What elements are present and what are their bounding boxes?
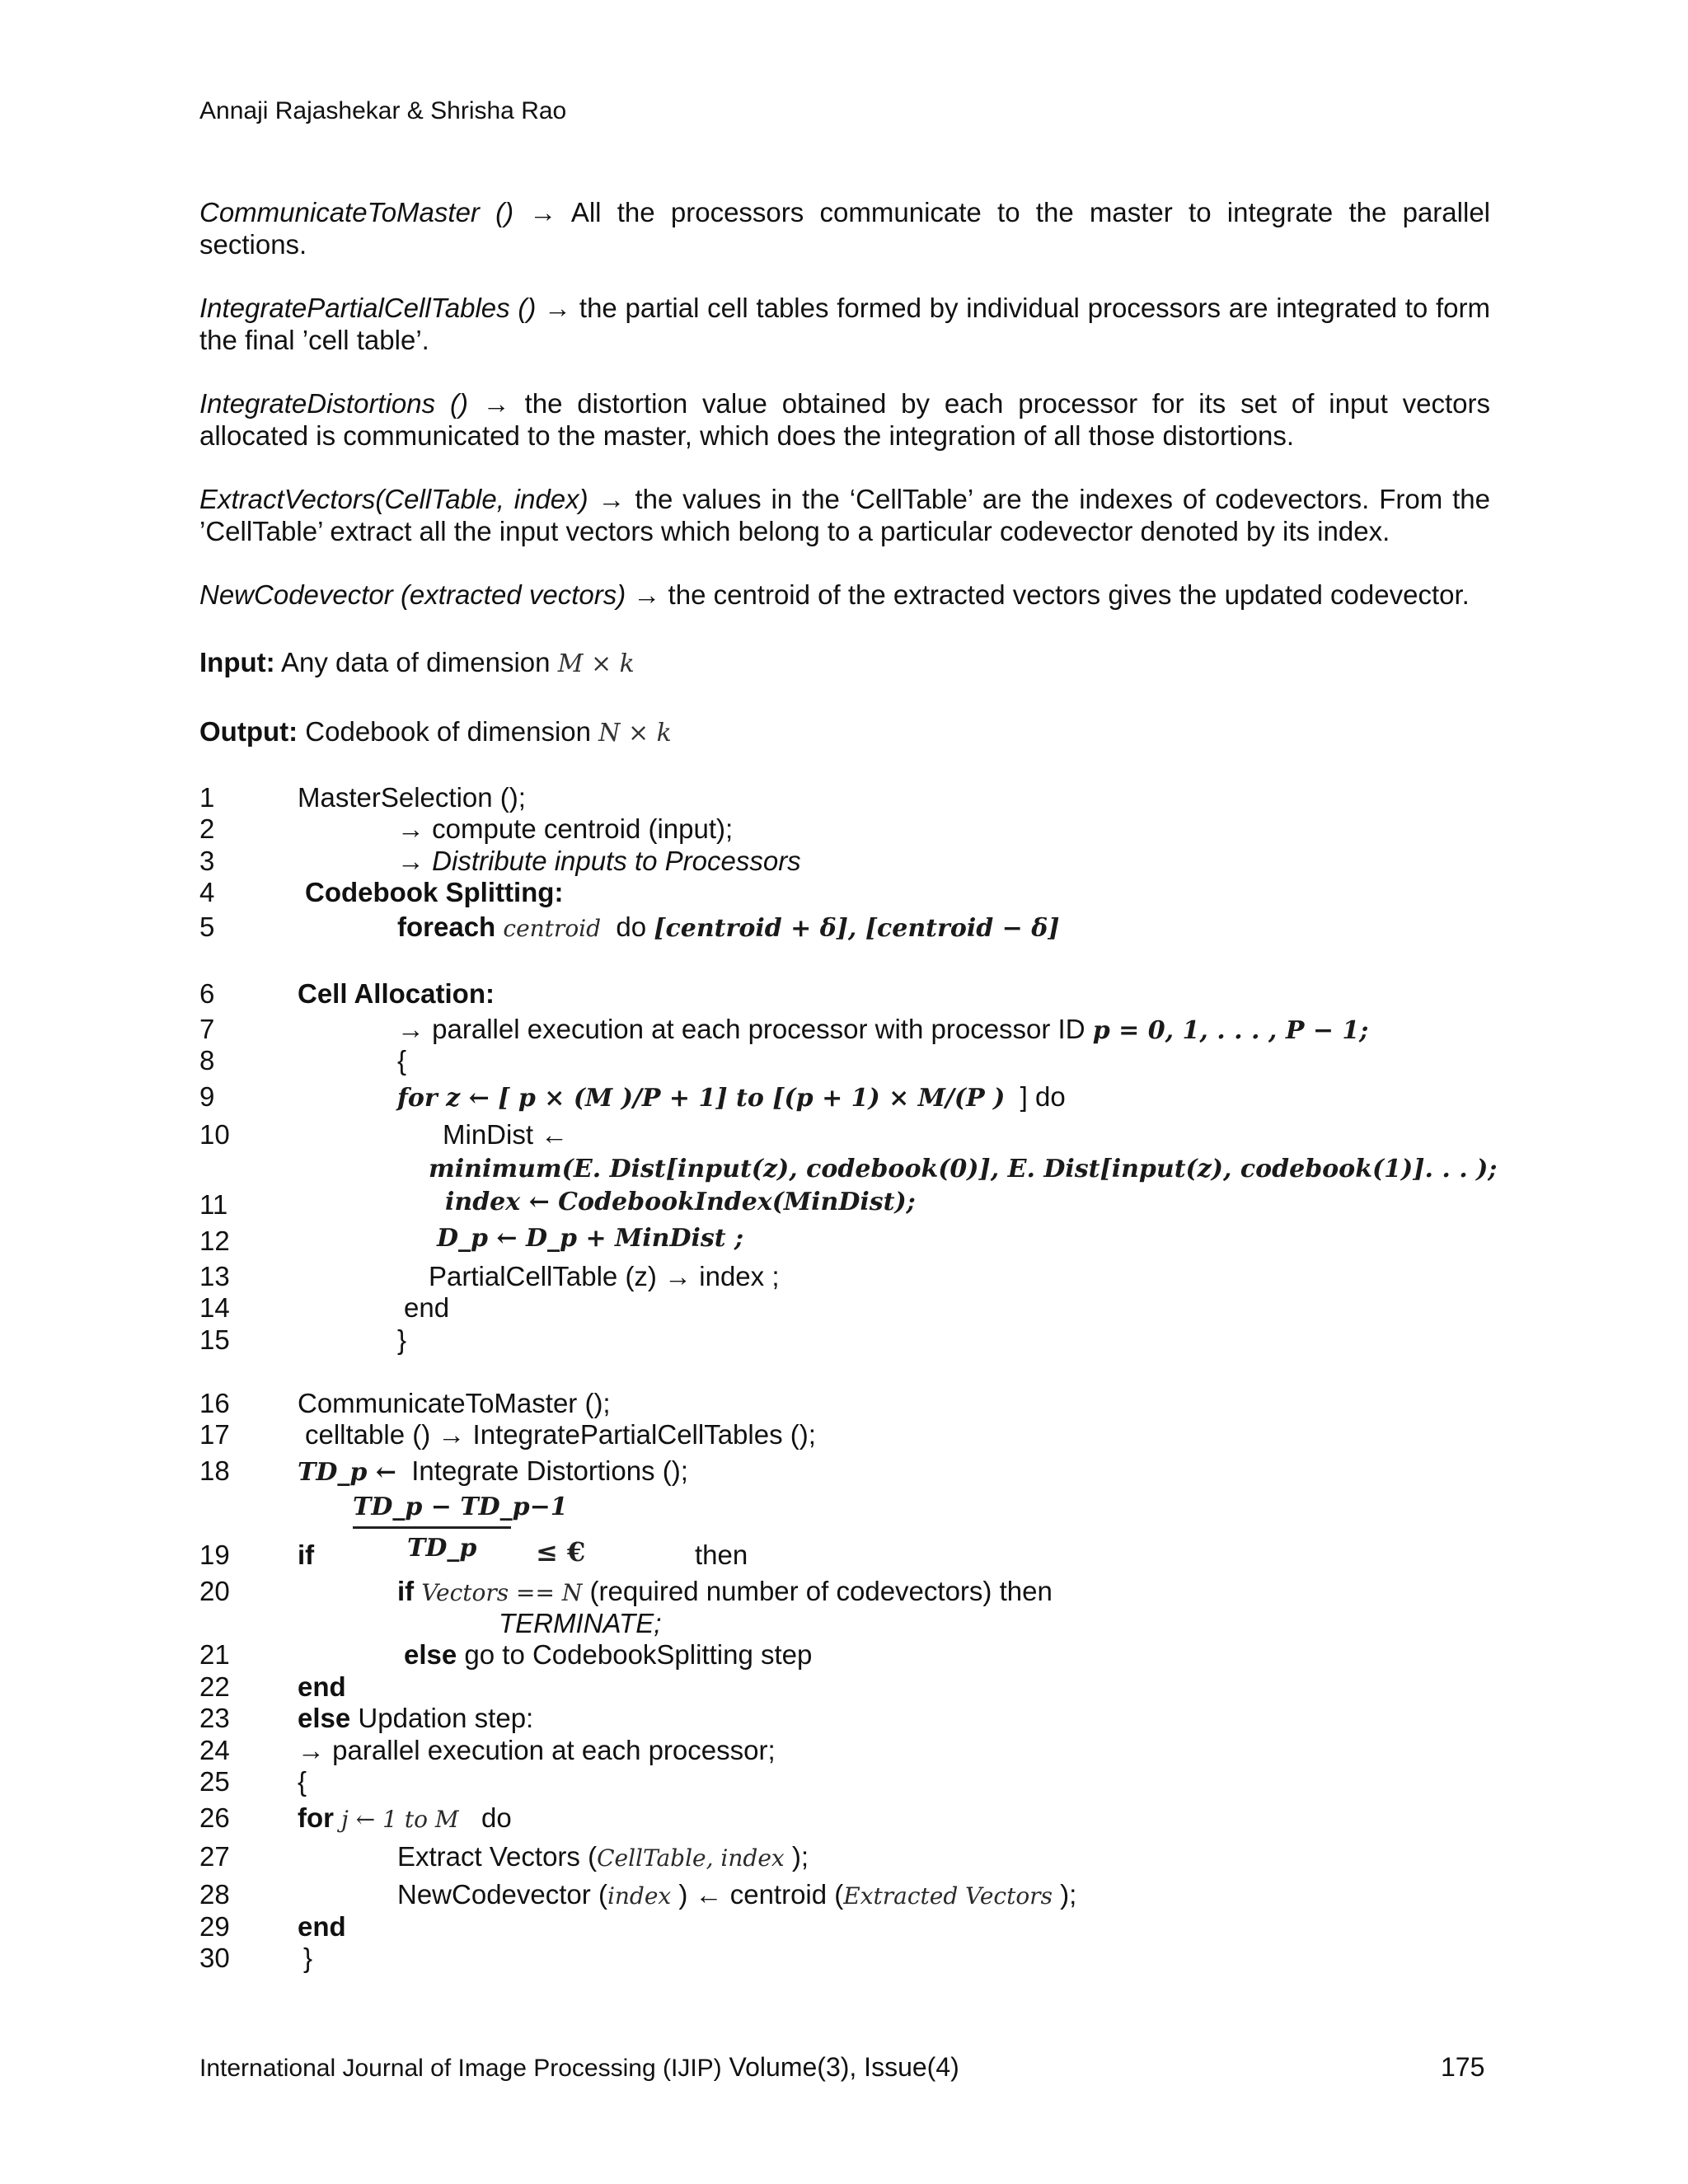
code-line-26: for j ← 1 to M do [298,1802,512,1833]
code-line-20: if Vectors == N (required number of codevectors) then [397,1576,1053,1606]
line-number: 16 [199,1388,230,1418]
function-name: IntegrateDistortions () [199,388,468,419]
line-number: 11 [199,1189,228,1220]
line-number: 25 [199,1766,230,1797]
code-line-6: Cell Allocation: [298,978,495,1009]
arrow: → [529,197,557,227]
code-line-16: CommunicateToMaster (); [298,1388,611,1418]
running-header: Annaji Rajashekar & Shrisha Rao [199,97,567,124]
line-number: 14 [199,1292,230,1323]
code-line-27: Extract Vectors (CellTable, index ); [397,1841,809,1872]
line-number: 18 [199,1455,230,1486]
fraction-numerator: TD_p − TD_p−1 [353,1493,568,1521]
arrow: → [482,388,510,419]
line-number: 13 [199,1261,230,1291]
line-number: 28 [199,1879,230,1910]
definition-integrate-distortions [199,387,1490,452]
comparison-threshold: ≤ € [536,1536,586,1568]
line-number: 19 [199,1540,230,1570]
fraction-bar [353,1526,511,1529]
function-name: ExtractVectors(CellTable, index) [199,484,588,514]
function-name: CommunicateToMaster () [199,197,514,227]
code-line-11: index ← CodebookIndex(MinDist); [445,1188,916,1216]
algorithm-output: Output: Codebook of dimension N × k [199,716,672,748]
line-number: 9 [199,1081,215,1112]
code-line-21: else go to CodebookSplitting step [404,1639,813,1670]
definition-communicate [199,196,1490,260]
fraction-denominator: TD_p [407,1534,477,1563]
line-number: 17 [199,1419,230,1450]
definition-new-codevector [199,579,1490,611]
arrow: → [544,293,572,323]
definition-text: All the processors communicate to the master to integrate the parallel sections. [199,197,1490,260]
definition-integrate-cell-tables [199,292,1490,356]
journal-footer: International Journal of Image Processing (IJIP) Volume(3), Issue(4) [199,2052,959,2082]
line-number: 1 [199,782,215,813]
line-number: 3 [199,846,215,876]
code-line-5: foreach centroid do [centroid + δ], [centroid − δ] [397,912,1060,943]
arrow: → [633,579,661,610]
code-line-17: celltable () → IntegratePartialCellTables (); [305,1419,816,1450]
line-number: 2 [199,813,215,844]
line-number: 27 [199,1841,230,1872]
line-number: 21 [199,1639,230,1670]
code-line-15: } [397,1324,407,1355]
definition-extract-vectors [199,483,1490,547]
code-line-8: { [397,1045,407,1076]
line-number: 4 [199,877,215,907]
definition-text: the distortion value obtained by each processor for its set of input vectors allocated is communicated to the master, which does the integration of all those distortions. [199,388,1490,451]
algorithm-input: Input: Any data of dimension M × k [199,647,635,678]
code-line-13: PartialCellTable (z) → index ; [429,1261,780,1291]
code-line-4: Codebook Splitting: [305,877,564,907]
definition-text: the centroid of the extracted vectors gives the updated codevector. [660,579,1470,610]
code-line-24: → parallel execution at each processor; [298,1735,776,1765]
code-line-10: MinDist ← [443,1119,569,1150]
line-number: 6 [199,978,215,1009]
code-line-9: for z ← [ p × (M )/P + 1] to [(p + 1) × M/(P ) ] do [397,1081,1066,1113]
code-line-12: D_p ← D_p + MinDist ; [437,1224,744,1253]
line-number: 7 [199,1014,215,1044]
function-name: NewCodevector (extracted vectors) [199,579,626,610]
line-number: 8 [199,1045,215,1076]
definition-text: the partial cell tables formed by individual processors are integrated to form the final ’cell table’. [199,293,1491,355]
code-line-20-cont: TERMINATE; [499,1608,662,1638]
definition-text: the values in the ‘CellTable’ are the indexes of codevectors. From the ’CellTable’ extract all the input vectors which belong to a particular codevector denoted by its index. [199,484,1490,546]
code-line-23: else Updation step: [298,1703,534,1733]
code-line-14: end [404,1292,450,1323]
line-number: 12 [199,1226,230,1256]
code-line-25: { [298,1766,307,1797]
line-number: 15 [199,1324,230,1355]
code-line-2: → compute centroid (input); [397,813,734,844]
line-number: 26 [199,1802,230,1833]
code-line-19-then: then [695,1540,748,1570]
code-line-30: } [303,1943,313,1973]
code-line-18: TD_p ← Integrate Distortions (); [298,1455,688,1487]
line-number: 22 [199,1671,230,1702]
line-number: 20 [199,1576,230,1606]
code-line-19-if: if [298,1540,315,1570]
code-line-29: end [298,1911,346,1942]
line-number: 30 [199,1943,230,1973]
code-line-10-cont: minimum(E. Dist[input(z), codebook(0)], E. Dist[input(z), codebook(1)]. . . ); [429,1155,1498,1183]
function-name: IntegratePartialCellTables () [199,293,537,323]
code-line-22: end [298,1671,346,1702]
line-number: 5 [199,912,215,942]
code-line-3: → Distribute inputs to Processors [397,846,801,876]
line-number: 24 [199,1735,230,1765]
line-number: 23 [199,1703,230,1733]
input-dimension-math: M × k [557,649,635,678]
code-line-28: NewCodevector (index ) ← centroid (Extracted Vectors ); [397,1879,1077,1910]
code-line-7: → parallel execution at each processor with processor ID p = 0, 1, . . . , P − 1; [397,1014,1369,1045]
line-number: 29 [199,1911,230,1942]
arrow: → [598,484,626,514]
line-number: 10 [199,1119,230,1150]
code-line-1: MasterSelection (); [298,782,526,813]
output-dimension-math: N × k [598,719,672,748]
page-number: 175 [1441,2052,1485,2082]
